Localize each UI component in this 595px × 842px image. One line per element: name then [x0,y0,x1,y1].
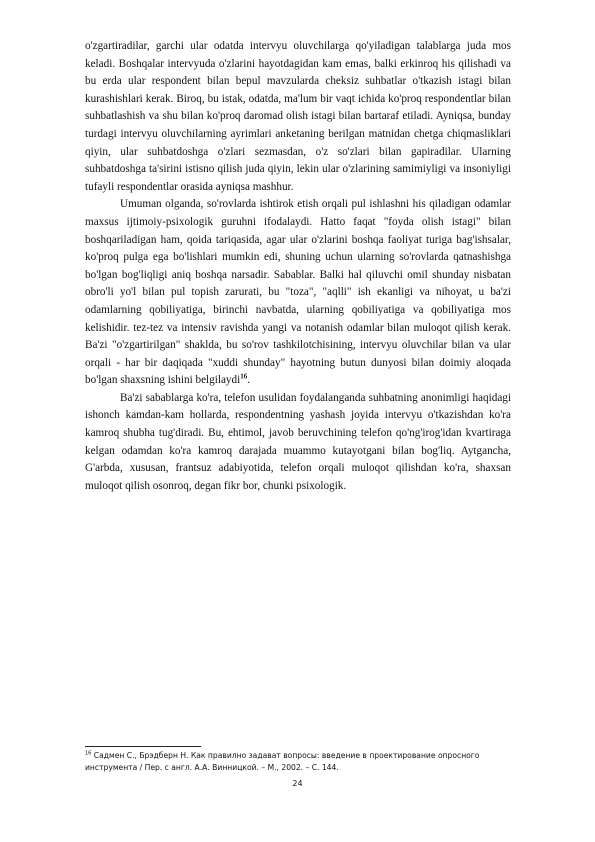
paragraph-2: Umuman olganda, so'rovlarda ishtirok etish orqali pul ishlashni his qiladigan odamlar maxsus ijtimoiy-psixologik guruhni ifodalaydi. Hatto faqat "foyda olish istagi" bilan boshqariladigan ham, qoida tariqasida, agar ular o'zlarini boshqa faoliyat turiga bag'ishsalar, ko'proq pulga ega bo'lishlari mumkin edi, shuning uchun ularning so'rovlarda qatnashishga bo'lgan bog'liqligi aniq boshqa narsadir. Sabablar. Balki hal qiluvchi omil shunday nisbatan obro'li yo'l bilan pul topish zarurati, bu "toza", "aqlli" ish ekanligi va nihoyat, u ba'zi odamlarning qobiliyatiga, birinchi navbatda, ularning qobiliyatiga va qobiliyatiga mos kelishidir. tez-tez va intensiv ravishda yangi va notanish odamlar bilan muloqot qilish kerak. Ba'zi "o'zgartirilgan" shaklda, bu so'rov tashkilotchisining, intervyu oluvchilar bilan va ular orqali - har bir daqiqada "xuddi shunday" hayotning butun dunyosi bilan doimiy aloqada bo'lgan shaxsning ishini belgilaydi$^{16}$. [85,198,511,387]
footnote-number: 16 [85,750,92,757]
footnote-reference[interactable]: 16 [240,372,248,381]
footnote-separator [85,746,201,747]
footnote-text: Садмен С., Брэдберн Н. Как правилно задават вопросы: введение в проектирование опросного инструмента / Пер. с англ. А.А. Винницкой. – М., 2002. – С. 144. [85,751,480,772]
footnote [85,750,525,774]
body-text [85,38,511,495]
page-number: 24 [292,779,303,788]
paragraph-3: Ba'zi sabablarga ko'ra, telefon usulidan foydalanganda suhbatning anonimligi haqidagi ishonch kamdan-kam hollarda, respondentning yashash joyida intervyu o'tkazishdan ko'ra kamroq shubha tug'diradi. Bu, ehtimol, javob beruvchining telefon qo'ng'irog'idan kvartiraga kelgan odamdan ko'ra kamroq darajada muammo kutayotgani bilan bog'liq. Aytgancha, G'arbda, xususan, frantsuz adabiyotida, telefon orqali muloqot qilishdan ko'ra, shaxsan muloqot qilish osonroq, degan fikr bor, chunki psixologik. [85,391,511,492]
paragraph-2-text: Umuman olganda, so'rovlarda ishtirok etish orqali pul ishlashni his qiladigan odamlar maxsus ijtimoiy-psixologik guruhni ifodalaydi. Hatto faqat "foyda olish istagi" bilan boshqariladigan ham, qoida tariqasida, agar ular o'zlarini boshqa faoliyat turiga bag'ishsalar, ko'proq pulga ega bo'lishlari mumkin edi, shuning uchun ularning so'rovlarda qatnashishga bo'lgan bog'liqligi aniq boshqa narsadir. Sabablar. Balki hal qiluvchi omil shunday nisbatan obro'li yo'l bilan pul topish zarurati, bu "toza", "aqlli" ish ekanligi va nihoyat, u ba'zi odamlarning qobiliyatiga, birinchi navbatda, ularning qobiliyatiga va qobiliyatiga mos kelishidir. tez-tez va intensiv ravishda yangi va notanish odamlar bilan muloqot qilish kerak. Ba'zi "o'zgartirilgan" shaklda, bu so'rov tashkilotchisining, intervyu oluvchilar bilan va ular orqali - har bir daqiqada "xuddi shunday" hayotning butun dunyosi bilan doimiy aloqada bo'lgan shaxsning ishini belgilaydi [85,198,511,387]
paragraph-1: o'zgartiradilar, garchi ular odatda intervyu oluvchilarga qo'yiladigan talablarga juda mos keladi. Boshqalar intervyuda o'zlarini hayotdagidan kam emas, balki erkinroq his qilishadi va bu erda ular respondent bilan bepul mavzularda cheksiz suhbatlar o'tkazish istagi bilan kurashishlari kerak. Biroq, bu istak, odatda, ma'lum bir vaqt ichida ko'proq respondentlar bilan suhbatlashish va shu bilan ko'proq daromad olish istagi bilan bartaraf etiladi. Ayniqsa, bunday turdagi intervyu oluvchilarning ayrimlari anketaning berilgan matnidan chetga chiqmasliklari qiyin, ular suhbatdoshga o'zlari sezmasdan, o'z so'zlari bilan gapiradilar. Ularning suhbatdoshga ta'sirini istisno qilish juda qiyin, lekin ular o'zlarining samimiyligi va insoniyligi tufayli respondentlar orasida ayniqsa mashhur. [85,40,511,193]
